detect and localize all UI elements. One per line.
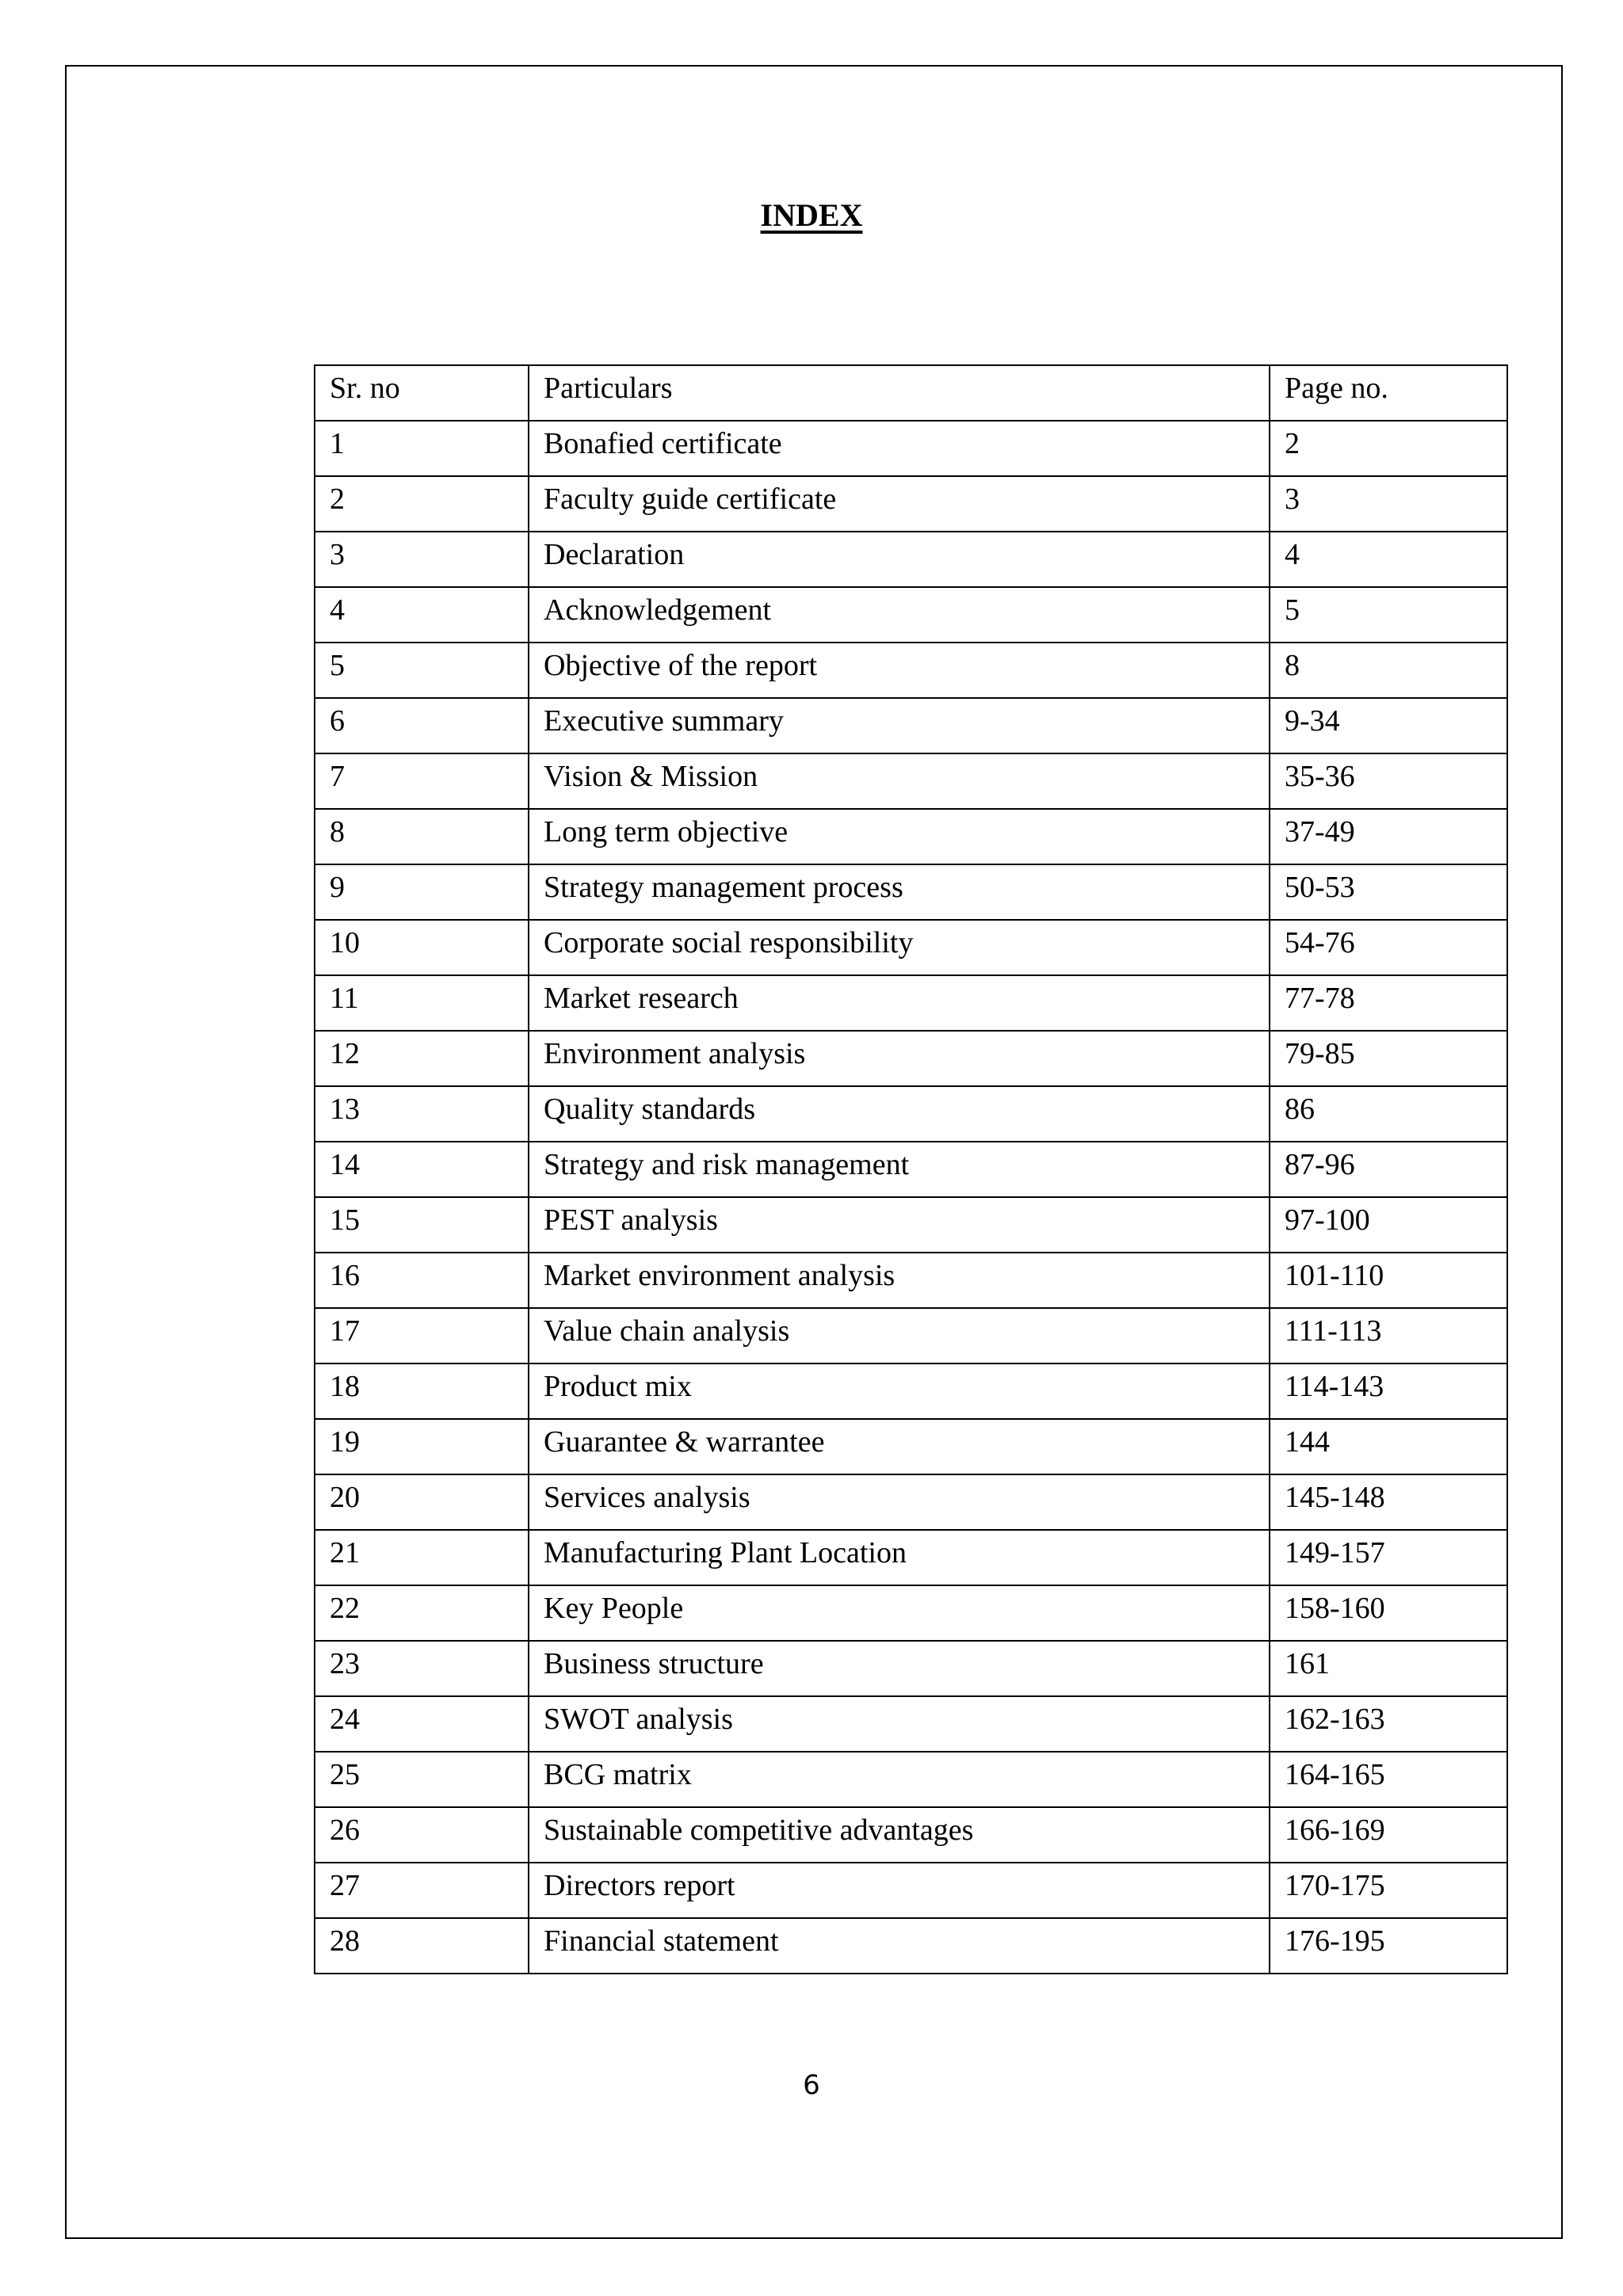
- cell-particulars: Faculty guide certificate: [529, 476, 1270, 532]
- cell-page-no: 114-143: [1270, 1363, 1507, 1419]
- table-row: [315, 1142, 1507, 1197]
- cell-sr-no: 21: [315, 1530, 529, 1585]
- cell-particulars: Vision & Mission: [529, 753, 1270, 809]
- cell-particulars: Sustainable competitive advantages: [529, 1807, 1270, 1863]
- table-row: [315, 1696, 1507, 1752]
- table-row: [315, 920, 1507, 975]
- table-row: [315, 809, 1507, 864]
- cell-page-no: 158-160: [1270, 1585, 1507, 1641]
- cell-sr-no: 13: [315, 1086, 529, 1142]
- table-row: [315, 1752, 1507, 1807]
- cell-sr-no: 16: [315, 1253, 529, 1308]
- cell-particulars: PEST analysis: [529, 1197, 1270, 1253]
- table-row: [315, 1253, 1507, 1308]
- cell-page-no: 166-169: [1270, 1807, 1507, 1863]
- cell-particulars: Bonafied certificate: [529, 421, 1270, 476]
- index-table: [314, 364, 1508, 1974]
- cell-page-no: 35-36: [1270, 753, 1507, 809]
- cell-page-no: 161: [1270, 1641, 1507, 1696]
- cell-page-no: 37-49: [1270, 809, 1507, 864]
- cell-page-no: 79-85: [1270, 1031, 1507, 1086]
- cell-particulars: Key People: [529, 1585, 1270, 1641]
- cell-sr-no: 6: [315, 698, 529, 753]
- cell-sr-no: 22: [315, 1585, 529, 1641]
- cell-particulars: Corporate social responsibility: [529, 920, 1270, 975]
- cell-particulars: Market research: [529, 975, 1270, 1031]
- cell-particulars: Value chain analysis: [529, 1308, 1270, 1363]
- cell-particulars: SWOT analysis: [529, 1696, 1270, 1752]
- table-row: [315, 1474, 1507, 1530]
- cell-page-no: 149-157: [1270, 1530, 1507, 1585]
- cell-particulars: Business structure: [529, 1641, 1270, 1696]
- table-row: [315, 1363, 1507, 1419]
- table-body: [315, 421, 1507, 1974]
- table-row: [315, 864, 1507, 920]
- cell-particulars: Long term objective: [529, 809, 1270, 864]
- header-page-no: Page no.: [1270, 365, 1507, 421]
- cell-particulars: Strategy management process: [529, 864, 1270, 920]
- cell-page-no: 77-78: [1270, 975, 1507, 1031]
- table-row: [315, 587, 1507, 643]
- table-row: [315, 421, 1507, 476]
- cell-page-no: 2: [1270, 421, 1507, 476]
- header-sr-no: Sr. no: [315, 365, 529, 421]
- page-title: INDEX: [760, 197, 863, 233]
- table-row: [315, 975, 1507, 1031]
- header-particulars: Particulars: [529, 365, 1270, 421]
- cell-page-no: 145-148: [1270, 1474, 1507, 1530]
- cell-sr-no: 25: [315, 1752, 529, 1807]
- cell-sr-no: 1: [315, 421, 529, 476]
- cell-sr-no: 9: [315, 864, 529, 920]
- table-row: [315, 1807, 1507, 1863]
- table-row: [315, 532, 1507, 587]
- cell-sr-no: 28: [315, 1918, 529, 1974]
- table-row: [315, 1031, 1507, 1086]
- cell-sr-no: 15: [315, 1197, 529, 1253]
- cell-page-no: 86: [1270, 1086, 1507, 1142]
- cell-sr-no: 27: [315, 1863, 529, 1918]
- cell-particulars: Objective of the report: [529, 643, 1270, 698]
- cell-page-no: 144: [1270, 1419, 1507, 1474]
- cell-sr-no: 14: [315, 1142, 529, 1197]
- cell-particulars: Financial statement: [529, 1918, 1270, 1974]
- cell-particulars: Guarantee & warrantee: [529, 1419, 1270, 1474]
- cell-sr-no: 2: [315, 476, 529, 532]
- cell-page-no: 3: [1270, 476, 1507, 532]
- cell-page-no: 9-34: [1270, 698, 1507, 753]
- cell-page-no: 50-53: [1270, 864, 1507, 920]
- cell-particulars: Market environment analysis: [529, 1253, 1270, 1308]
- table-row: [315, 1585, 1507, 1641]
- cell-sr-no: 7: [315, 753, 529, 809]
- table-row: [315, 1863, 1507, 1918]
- table-row: [315, 1918, 1507, 1974]
- cell-page-no: 170-175: [1270, 1863, 1507, 1918]
- table-row: [315, 476, 1507, 532]
- cell-particulars: BCG matrix: [529, 1752, 1270, 1807]
- cell-particulars: Directors report: [529, 1863, 1270, 1918]
- cell-page-no: 8: [1270, 643, 1507, 698]
- cell-particulars: Environment analysis: [529, 1031, 1270, 1086]
- page-number: 6: [803, 2069, 820, 2101]
- cell-particulars: Services analysis: [529, 1474, 1270, 1530]
- cell-sr-no: 26: [315, 1807, 529, 1863]
- cell-particulars: Acknowledgement: [529, 587, 1270, 643]
- cell-page-no: 111-113: [1270, 1308, 1507, 1363]
- table-row: [315, 1530, 1507, 1585]
- cell-page-no: 54-76: [1270, 920, 1507, 975]
- cell-sr-no: 8: [315, 809, 529, 864]
- cell-sr-no: 23: [315, 1641, 529, 1696]
- table-row: [315, 753, 1507, 809]
- cell-particulars: Quality standards: [529, 1086, 1270, 1142]
- cell-page-no: 5: [1270, 587, 1507, 643]
- table-header-row: [315, 365, 1507, 421]
- cell-sr-no: 17: [315, 1308, 529, 1363]
- cell-sr-no: 5: [315, 643, 529, 698]
- cell-sr-no: 24: [315, 1696, 529, 1752]
- cell-page-no: 87-96: [1270, 1142, 1507, 1197]
- table-row: [315, 643, 1507, 698]
- cell-sr-no: 20: [315, 1474, 529, 1530]
- table-row: [315, 1308, 1507, 1363]
- cell-page-no: 162-163: [1270, 1696, 1507, 1752]
- cell-page-no: 101-110: [1270, 1253, 1507, 1308]
- table-row: [315, 698, 1507, 753]
- cell-particulars: Product mix: [529, 1363, 1270, 1419]
- table-row: [315, 1419, 1507, 1474]
- cell-sr-no: 11: [315, 975, 529, 1031]
- cell-page-no: 176-195: [1270, 1918, 1507, 1974]
- table-row: [315, 1197, 1507, 1253]
- cell-particulars: Manufacturing Plant Location: [529, 1530, 1270, 1585]
- cell-page-no: 4: [1270, 532, 1507, 587]
- cell-sr-no: 4: [315, 587, 529, 643]
- cell-particulars: Strategy and risk management: [529, 1142, 1270, 1197]
- cell-sr-no: 19: [315, 1419, 529, 1474]
- cell-sr-no: 3: [315, 532, 529, 587]
- cell-sr-no: 10: [315, 920, 529, 975]
- table-row: [315, 1641, 1507, 1696]
- cell-page-no: 97-100: [1270, 1197, 1507, 1253]
- cell-page-no: 164-165: [1270, 1752, 1507, 1807]
- cell-sr-no: 12: [315, 1031, 529, 1086]
- table-row: [315, 1086, 1507, 1142]
- cell-particulars: Declaration: [529, 532, 1270, 587]
- cell-sr-no: 18: [315, 1363, 529, 1419]
- cell-particulars: Executive summary: [529, 698, 1270, 753]
